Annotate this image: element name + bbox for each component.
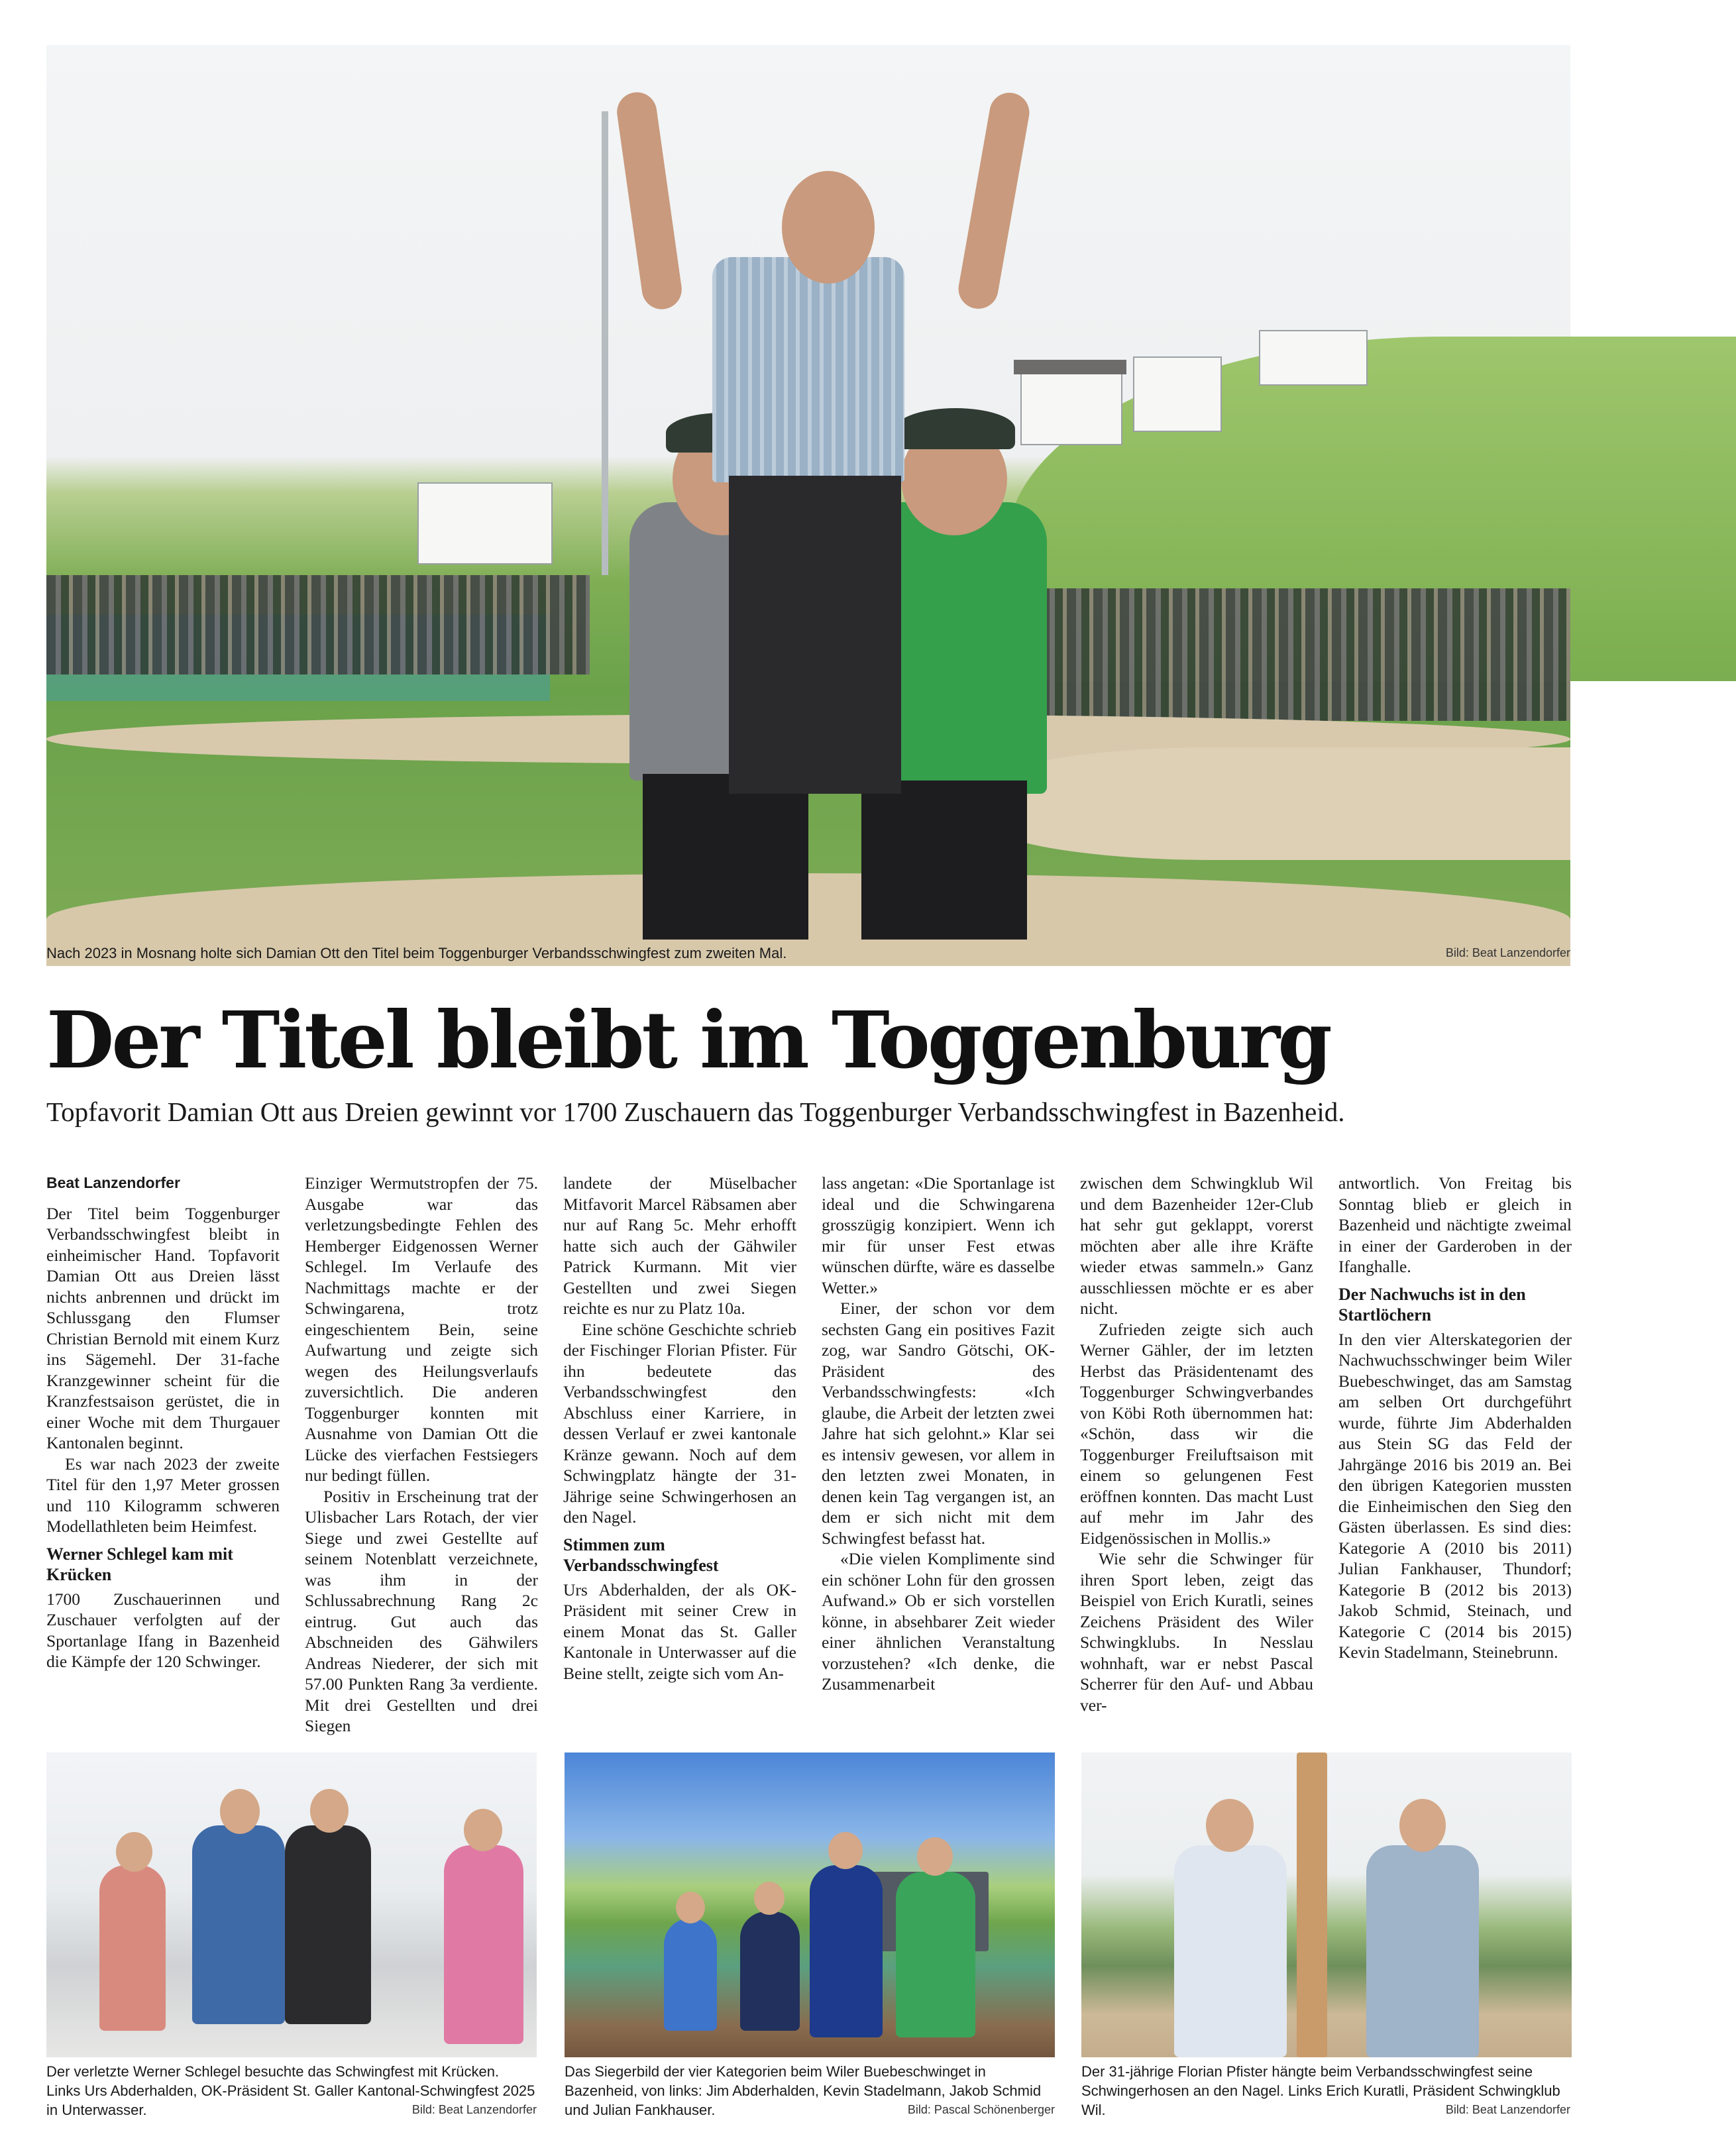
photo-person: [896, 1872, 975, 2037]
photo-schlegel: [46, 1752, 537, 2057]
hero-winner-head: [782, 171, 875, 284]
photo-person: [444, 1845, 523, 2044]
article-paragraph: «Die vielen Komplimente sind ein schöner Lohn für den grossen Aufwand.» Ob er sich vorstellen könne, in absehbarer Zeit wieder einer ähnlichen Veranstaltung vorzustehen? «Ich denke, die Zusammenarbeit: [822, 1549, 1055, 1694]
photo-person: [1174, 1845, 1287, 2057]
article-paragraph: Wie sehr die Schwinger für ihren Sport leben, zeigt das Beispiel von Erich Kuratli, seines Zeichens Präsident des Wiler Schwingklubs. In Nesslau wohnhaft, war er nebst Pascal Scherrer für den Auf- und Abbau ver-: [1080, 1549, 1313, 1715]
photo-schlegel-credit: Bild: Beat Lanzendorfer: [411, 2103, 537, 2116]
article-column-2: [305, 1173, 538, 1735]
article-paragraph: lass angetan: «Die Sportanlage ist ideal und die Schwingarena grosszügig konzipiert. Wenn ich mir für unser Fest etwas wünschen dürfte, wäre es dasselbe Wetter.»: [822, 1173, 1055, 1297]
hero-crowd-right: [1040, 588, 1570, 721]
photo-person: [192, 1825, 285, 2024]
photo-person-head: [310, 1789, 349, 1833]
article-paragraph: In den vier Alterskategorien der Nachwuchsschwinger beim Wiler Buebeschwinget, das am Samstag am selben Ort durchgeführt wurde, führte Jim Abderhalden aus Stein SG das Feld der Jahrgänge 2016 bis 2019 an. Bei den übrigen Kategorien mussten die Einheimischen den Sieg den Gästen überlassen. Es sind dies: Kategorie A (2010 bis 2011) Julian Fankhauser, Thundorf; Kategorie B (2012 bis 2013) Jakob Schmid, Steinach, und Kategorie C (2014 bis 2015) Kevin Stadelmann, Steinebrunn.: [1338, 1329, 1572, 1662]
article-paragraph: Der Titel beim Toggenburger Verbandsschwingfest bleibt in einheimischer Hand. Topfavorit Damian Ott aus Dreien lässt nichts anbrennen und drückt im Schlussgang den Flumser Christian Bernold mit einem Kurz ins Sägemehl. Der 31-fache Kranzgewinner scheint für die Kranzfestsaison gerüstet, die in einer Woche mit dem Thurgauer Kantonalen beginnt.: [46, 1203, 280, 1452]
hero-house: [1020, 370, 1122, 445]
hero-person-right-legs: [861, 781, 1027, 940]
article-column-1: [46, 1173, 280, 1703]
article-column-3: [563, 1173, 796, 1703]
photo-pfister: [1081, 1752, 1572, 2057]
hero-winner-shirt: [712, 257, 904, 482]
article-paragraph: Einziger Wermutstropfen der 75. Ausgabe war das verletzungsbedingte Fehlen des Hemberger Eidgenossen Werner Schlegel. Im Verlaufe des Nachmittags machte er der Schwingarena, trotz eingeschientem Bein, seine Aufwartung und zeigte sich wegen des Heilungsverlaufs zuversichtlich. Die anderen Toggenburger konnten mit Ausnahme von Damian Ott die Lücke des vierfachen Festsiegers nur bedingt füllen.: [305, 1173, 538, 1485]
article-byline: Beat Lanzendorfer: [46, 1174, 180, 1191]
photo-pfister-caption: Der 31-jährige Florian Pfister hängte beim Verbandsschwingfest seine Schwingerhosen an den Nagel. Links Erich Kuratli, Präsident Schwingklub Wil.: [1081, 2063, 1560, 2118]
hero-crowd-left: [46, 575, 590, 674]
photo-person: [810, 1865, 883, 2037]
photo-person: [285, 1825, 371, 2024]
hero-credit: Bild: Beat Lanzendorfer: [1445, 946, 1570, 959]
article-column-4: [822, 1173, 1055, 1703]
photo-pfister-credit: Bild: Beat Lanzendorfer: [1445, 2103, 1570, 2116]
photo-person: [740, 1912, 800, 2031]
hero-person-left-legs: [643, 774, 808, 940]
article-subheading: Werner Schlegel kam mit Krücken: [46, 1544, 233, 1584]
photo-siegerbild-credit: Bild: Pascal Schönenberger: [907, 2103, 1055, 2116]
article-headline: Der Titel bleibt im Toggenburg: [46, 994, 1330, 1086]
photo-person-head: [464, 1809, 502, 1851]
article-paragraph: 1700 Zuschauerinnen und Zuschauer verfolgten auf der Sportanlage Ifang in Bazenheid die Kämpfe der 120 Schwinger.: [46, 1589, 280, 1671]
article-paragraph: zwischen dem Schwingklub Wil und dem Bazenheider 12er-Club hat sehr gut geklappt, vorerst möchten aber alle ihre Kräfte wieder etwas sammeln.» Ganz ausschliessen möchte er es aber nicht.: [1080, 1173, 1313, 1318]
article-column-6: [1338, 1173, 1572, 1703]
article-paragraph: landete der Müselbacher Mitfavorit Marcel Räbsamen aber nur auf Rang 5c. Mehr erhofft hatte sich auch der Gähwiler Patrick Kurmann. Mit vier Gestellten und zwei Siegen reichte es nur zu Platz 10a.: [563, 1173, 796, 1318]
photo-person-head: [917, 1837, 953, 1876]
hero-caption: Nach 2023 in Mosnang holte sich Damian Ott den Titel beim Toggenburger Verbandsschwingfest zum zweiten Mal.: [46, 945, 787, 961]
hero-roof: [1014, 360, 1126, 374]
article-paragraph: antwortlich. Von Freitag bis Sonntag blieb er gleich in Bazenheid und nächtigte zweimal in einer der Garderoben in der Ifanghalle.: [1338, 1173, 1572, 1276]
hero-house: [417, 482, 553, 565]
article-paragraph: Positiv in Erscheinung trat der Ulisbacher Lars Rotach, der vier Siege und zwei Gestellte auf seinem Notenblatt verzeichnete, was ihm in der Schlussabrechnung Rang 2c eintrug. Gut auch das Abschneiden des Gähwilers Andreas Niederer, der sich mit 57.00 Punkten Rang 3a verdiente. Mit drei Gestellten und drei Siegen: [305, 1486, 538, 1735]
article-column-5: [1080, 1173, 1313, 1715]
hero-cap-icon: [896, 408, 1015, 449]
photo-person-head: [116, 1832, 152, 1872]
hero-sawdust-ring: [974, 747, 1570, 860]
hero-winner-legs: [729, 476, 901, 794]
photo-schlegel-caption: Der verletzte Werner Schlegel besuchte das Schwingfest mit Krücken. Links Urs Abderhalden, OK-Präsident St. Galler Kantonal-Schwingfest 2025 in Unterwasser.: [46, 2063, 535, 2118]
article-subheading: Stimmen zum Verbandsschwingfest: [563, 1535, 719, 1575]
hero-house: [1133, 356, 1222, 432]
photo-person-head: [828, 1832, 863, 1869]
hero-house: [1259, 330, 1368, 386]
photo-siegerbild: [565, 1752, 1055, 2057]
photo-person: [1366, 1845, 1479, 2057]
article-paragraph: Es war nach 2023 der zweite Titel für den 1,97 Meter grossen und 110 Kilogramm schweren Modellathleten beim Heimfest.: [46, 1454, 280, 1536]
article-subline: Topfavorit Damian Ott aus Dreien gewinnt vor 1700 Zuschauern das Toggenburger Verbandsschwingfest in Bazenheid.: [46, 1097, 1345, 1127]
hero-winner-arm-left: [614, 89, 684, 311]
article-paragraph: Zufrieden zeigte sich auch Werner Gähler, der im letzten Herbst das Präsidentenamt des Toggenburger Schwingverbandes von Köbi Roth übernommen hat: «Schön, dass wir die Toggenburger Freiluftsaison mit einem so gelungenen Fest eröffnen konnten. Das macht Lust auf mehr im Jahr des Eidgenössischen in Mollis.»: [1080, 1319, 1313, 1548]
photo-person-head: [754, 1882, 785, 1915]
photo-person-head: [676, 1892, 705, 1923]
article-paragraph: Urs Abderhalden, der als OK-Präsident mit seiner Crew in einem Monat das St. Galler Kantonale in Unterwasser auf die Beine stellt, zeigte sich vom An-: [563, 1580, 796, 1683]
hero-winner-arm-right: [955, 89, 1032, 311]
photo-wooden-post: [1297, 1752, 1327, 2057]
article-paragraph: Einer, der schon vor dem sechsten Gang ein positives Fazit zog, war Sandro Götschi, OK-Präsident des Verbandsschwingfests: «Ich glaube, die Arbeit der letzten zwei Jahre hat sich gelohnt.» Klar sei es intensiv gewesen, vor allem in den letzten zwei Monaten, in denen kein Tag vergangen ist, an dem er sich nicht mit dem Schwingfest befasst hat.: [822, 1299, 1055, 1548]
photo-person-head: [1399, 1799, 1446, 1852]
photo-siegerbild-caption: Das Siegerbild der vier Kategorien beim Wiler Buebeschwinget in Bazenheid, von links: Jim Abderhalden, Kevin Stadelmann, Jakob Schmid und Julian Fankhauser.: [565, 2063, 1042, 2118]
photo-person: [664, 1918, 717, 2031]
photo-person: [99, 1865, 166, 2031]
article-paragraph: Eine schöne Geschichte schrieb der Fischinger Florian Pfister. Für ihn bedeutete das Verbandsschwingfest den Abschluss einer Karriere, in dessen Verlauf er zwei kantonale Kränze gewann. Noch auf dem Schwingplatz hängte der 31-Jährige seine Schwingerhosen an den Nagel.: [563, 1319, 796, 1527]
hero-floodlight-pole: [602, 111, 608, 575]
photo-person-head: [220, 1789, 260, 1834]
photo-person-head: [1206, 1799, 1254, 1852]
article-subheading: Der Nachwuchs ist in den Startlöchern: [1338, 1284, 1526, 1324]
hero-photo: [46, 45, 1570, 940]
